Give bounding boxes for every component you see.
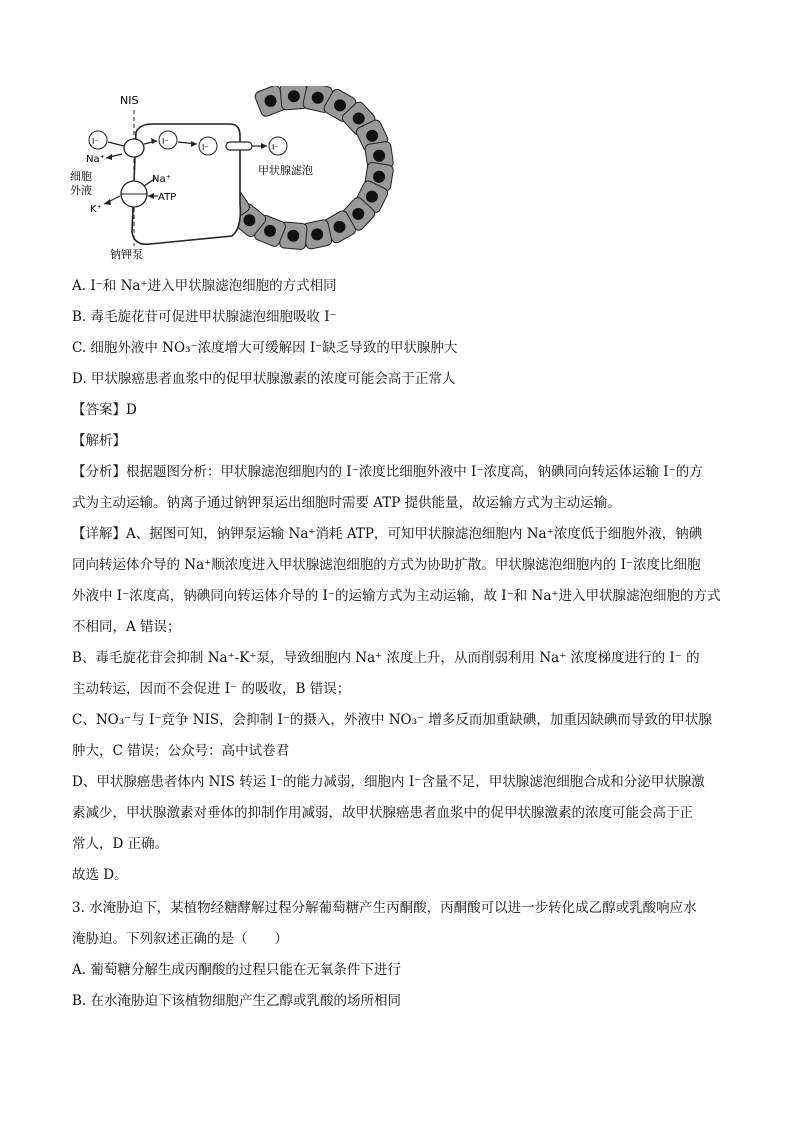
apical-channel [226,142,252,150]
answer-tag: 【答案】D [72,402,137,418]
iodide-label-3: I⁻ [202,143,209,152]
cell-nucleus [265,95,277,107]
extracellular-label-2: 外液 [70,184,92,197]
detail-line-6: 主动转运，因而不会促进 I⁻ 的吸收，B 错误； [72,681,351,697]
q3-stem-line-1: 3. 水淹胁迫下，某植物经糖酵解过程分解葡萄糖产生丙酮酸，丙酮酸可以进一步转化成乙醇或乳酸响应水 [72,900,697,916]
follicle-epithelial-cell [132,124,240,244]
detail-line-5: B、毒毛旋花苷会抑制 Na⁺-K⁺泵，导致细胞内 Na⁺ 浓度上升，从而削弱利用 Na⁺ 浓度梯度进行的 I⁻ 的 [72,650,700,666]
cell-nucleus [334,99,346,111]
follicle-label: 甲状腺滤泡 [258,164,313,177]
cell-nucleus [373,150,385,162]
pump-label: 钠钾泵 [110,248,143,261]
iodide-label-4: I⁻ [272,143,279,152]
q3-stem-line-2: 淹胁迫。下列叙述正确的是（ ） [72,931,288,947]
cell-nucleus [352,208,364,220]
iodide-label-1: I⁻ [92,137,99,146]
cell-nucleus [287,230,299,242]
detail-line-10: 素减少，甲状腺激素对垂体的抑制作用减弱，故甲状腺癌患者血浆中的促甲状腺激素的浓度可能会高于正 [72,805,693,821]
na-label-pump: Na⁺ [152,174,171,185]
detail-line-3: 外液中 I⁻浓度高，钠碘同向转运体介导的 I⁻的运输方式为主动运输，故 I⁻和 Na⁺进入甲状腺滤泡细胞的方式 [72,588,721,604]
iodide-label-2: I⁻ [162,137,169,146]
detail-line-12: 故选 D。 [72,867,128,883]
cell-nucleus [373,171,385,183]
atp-label: ATP [158,192,177,203]
cell-nucleus [334,221,346,233]
cell-nucleus [312,92,324,104]
detail-line-11: 常人，D 正确。 [72,836,169,852]
analysis-tag: 【解析】 [72,433,126,449]
extracellular-label-1: 细胞 [70,170,92,183]
k-label: K⁺ [90,204,102,215]
detail-line-7: C、NO₃⁻与 I⁻竞争 NIS，会抑制 I⁻的摄入，外液中 NO₃⁻ 增多反而加重缺碘，加重因缺碘而导致的甲状腺 [72,712,712,728]
na-label-outside: Na⁺ [86,154,105,165]
cell-nucleus [243,214,255,226]
detail-line-2: 同向转运体介导的 Na⁺顺浓度进入甲状腺滤泡细胞的方式为协助扩散。甲状腺滤泡细胞内的 I⁻浓度比细胞 [72,557,701,573]
thyroid-follicle-diagram [60,86,400,266]
q2-option-a: A. I⁻和 Na⁺进入甲状腺滤泡细胞的方式相同 [72,278,337,294]
q2-option-d: D. 甲状腺癌患者血浆中的促甲状腺激素的浓度可能会高于正常人 [72,371,456,387]
nis-label: NIS [120,94,139,107]
nis-transporter [124,139,144,157]
cell-nucleus [366,191,378,203]
cell-nucleus [311,228,323,240]
analysis-line-1: 【分析】根据题图分析：甲状腺滤泡细胞内的 I⁻浓度比细胞外液中 I⁻浓度高，钠碘同向转运体运输 I⁻的方 [72,464,703,480]
q2-option-c: C. 细胞外液中 NO₃⁻浓度增大可缓解因 I⁻缺乏导致的甲状腺肿大 [72,340,458,356]
cell-nucleus [353,112,365,124]
detail-line-4: 不相同，A 错误； [72,619,181,635]
detail-line-9: D、甲状腺癌患者体内 NIS 转运 I⁻的能力减弱，细胞内 I⁻含量不足，甲状腺滤泡细胞合成和分泌甲状腺激 [72,774,705,790]
q2-option-b: B. 毒毛旋花苷可促进甲状腺滤泡细胞吸收 I⁻ [72,309,337,325]
cell-nucleus [366,130,378,142]
diagram-svg [60,86,400,266]
detail-line-8: 肿大，C 错误；公众号：高中试卷君 [72,743,290,759]
q3-option-a: A. 葡萄糖分解生成丙酮酸的过程只能在无氧条件下进行 [72,962,401,978]
detail-line-1: 【详解】A、据图可知，钠钾泵运输 Na⁺消耗 ATP，可知甲状腺滤泡细胞内 Na⁺浓度低于细胞外液，钠碘 [72,526,703,542]
q3-option-b: B. 在水淹胁迫下该植物细胞产生乙醇或乳酸的场所相同 [72,993,402,1009]
cell-nucleus [288,90,300,102]
cell-nucleus [264,225,276,237]
analysis-line-2: 式为主动运输。钠离子通过钠钾泵运出细胞时需要 ATP 提供能量，故运输方式为主动运输。 [72,495,621,511]
